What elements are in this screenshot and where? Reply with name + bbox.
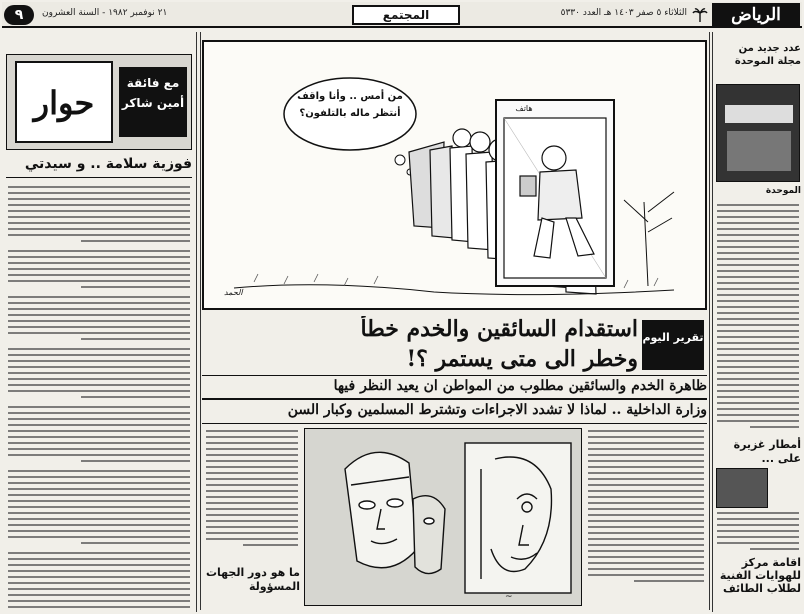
- page-number: ٩: [4, 5, 34, 25]
- issue-number: الثلاثاء ٥ صفر ١٤٠٣ هـ العدد ٥٣٣٠: [560, 8, 687, 18]
- news-brief-column: [712, 32, 802, 612]
- article-body-left: [206, 430, 298, 550]
- rain-news-photo: [716, 468, 768, 508]
- cartoonist-signature: الحمد: [224, 288, 243, 297]
- palm-logo-icon: [692, 7, 708, 23]
- article-body-right: [588, 430, 704, 586]
- article-illustration: [304, 428, 582, 606]
- rain-news-text: [717, 512, 799, 554]
- interview-column: [2, 32, 197, 612]
- column-divider: [709, 32, 710, 610]
- phone-booth-sign: هاتف: [515, 104, 533, 113]
- hiwar-title: حوار: [15, 61, 113, 143]
- headline-line-2: وخطر الى متى يستمر ؟!: [406, 346, 638, 372]
- page-header: [2, 2, 802, 28]
- hiwar-interviewer: مع فائقة أمين شاكر: [119, 67, 187, 137]
- daily-report-tag: تقرير اليوم: [642, 320, 704, 370]
- magazine-news-text: [717, 204, 799, 432]
- faces-illustration: [305, 429, 582, 606]
- article-crosshead: ما هو دور الجهات المسؤولة: [205, 566, 300, 593]
- interview-body-text: [8, 186, 190, 612]
- magazine-photo-caption: الموحدة: [765, 186, 801, 196]
- masthead-logo: الرياض: [712, 3, 800, 27]
- editorial-cartoon: [202, 40, 707, 310]
- cartoon-drawing: [204, 42, 709, 312]
- article-subheading-2: وزارة الداخلية .. لماذا لا تشدد الاجراءات وتشترط المسلمين وكبار السن: [202, 402, 707, 424]
- headline-line-1: استقدام السائقين والخدم خطأ: [360, 316, 638, 342]
- hobbies-center-heading: اقامة مركز للهوايات الفنية لطلاب الطائف: [719, 556, 801, 595]
- issue-date: ٢١ نوفمبر ١٩٨٢ - السنة العشرون: [42, 8, 168, 18]
- speech-bubble-text: من أمس .. وأنا واقف أنتظر ماله بالتلفون؟: [297, 91, 403, 119]
- article-subheading: ظاهرة الخدم والسائقين مطلوب من المواطن ان يعيد النظر فيها: [202, 378, 707, 400]
- magazine-news-heading: عدد جديد من مجلة الموحدة: [734, 43, 801, 67]
- interview-heading: فوزية سلامة .. و سيدتي: [6, 156, 192, 178]
- main-headline-block: [202, 314, 707, 376]
- magazine-cover-photo: [716, 84, 800, 182]
- hiwar-banner: [6, 54, 192, 150]
- svg-text:~: ~: [505, 592, 513, 602]
- section-title: المجتمع: [352, 5, 460, 25]
- rain-news-heading: أمطار غزيرة على ...: [733, 438, 801, 465]
- column-divider: [200, 32, 201, 610]
